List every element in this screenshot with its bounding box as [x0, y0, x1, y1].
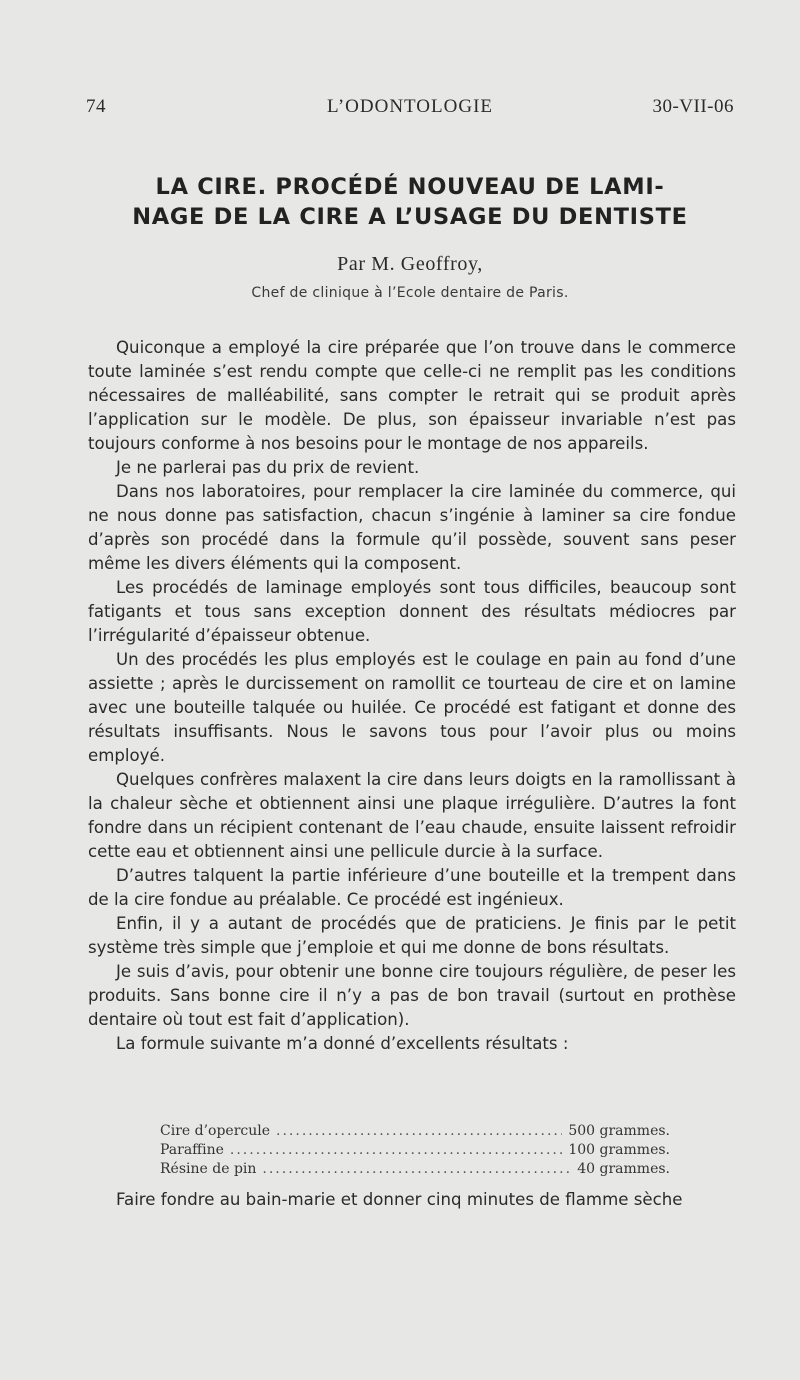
journal-title: L’ODONTOLOGIE [326, 96, 494, 117]
paragraph: La formule suivante m’a donné d’excellents résultats : [116, 1034, 569, 1053]
author-affiliation: Chef de clinique à l’Ecole dentaire de Paris. [251, 285, 569, 301]
ingredient-name: Cire d’opercule [160, 1123, 271, 1139]
leader-dots [276, 1122, 562, 1141]
ingredient-quantity: 500 grammes. [568, 1123, 670, 1139]
formula-row [160, 1122, 670, 1141]
paragraph: Dans nos laboratoires, pour remplacer la cire laminée du commerce, qui ne nous donne pas satisfaction, chacun s’ingénie à laminer sa cire fondue d’après son procédé dans la formule qu’il possède, souvent sans peser même les divers éléments qui la composent. [88, 482, 736, 573]
ingredient-quantity: 40 grammes. [577, 1161, 670, 1177]
paragraph: Enfin, il y a autant de procédés que de praticiens. Je finis par le petit système très simple que j’emploie et qui me donne de bons résultats. [88, 914, 736, 957]
formula-row [160, 1160, 670, 1179]
paragraph-continued: Faire fondre au bain-marie et donner cinq minutes de flamme sèche [116, 1190, 683, 1209]
issue-date: 30-VII-06 [652, 96, 734, 117]
paragraph: Quelques confrères malaxent la cire dans leurs doigts en la ramollissant à la chaleur sèche et obtiennent ainsi une plaque irrégulière. D’autres la font fondre dans un récipient contenant de l’eau chaude, ensuite laissent refroidir cette eau et obtiennent ainsi une pellicule durcie à la surface. [88, 770, 736, 861]
formula-row [160, 1141, 670, 1160]
ingredient-name: Résine de pin [160, 1161, 257, 1177]
article-title [86, 172, 734, 232]
paragraph: Un des procédés les plus employés est le coulage en pain au fond d’une assiette ; après le durcissement on ramollit ce tourteau de cire et on lamine avec une bouteille talquée ou huilée. Ce procédé est fatigant et donne des résultats insuffisants. Nous le savons tous pour l’avoir plus ou moins employé. [88, 650, 736, 765]
title-line-1: LA CIRE. PROCÉDÉ NOUVEAU DE LAMI- [155, 174, 665, 200]
byline: Par M. Geoffroy, [337, 253, 483, 275]
ingredient-name: Paraffine [160, 1142, 224, 1158]
page-number: 74 [86, 96, 106, 117]
article-body [88, 336, 736, 1056]
running-head [86, 96, 734, 126]
leader-dots [262, 1160, 571, 1179]
paragraph: Je suis d’avis, pour obtenir une bonne cire toujours régulière, de peser les produits. Sans bonne cire il n’y a pas de bon travail (surtout en prothèse dentaire où tout est fait d’application). [88, 962, 736, 1029]
paragraph: D’autres talquent la partie inférieure d’une bouteille et la trempent dans de la cire fondue au préalable. Ce procédé est ingénieux. [88, 866, 736, 909]
wax-formula-list [160, 1122, 670, 1179]
paragraph: Les procédés de laminage employés sont tous difficiles, beaucoup sont fatigants et tous sans exception donnent des résultats médiocres par l’irrégularité d’épaisseur obtenue. [88, 578, 736, 645]
paragraph: Je ne parlerai pas du prix de revient. [116, 458, 420, 477]
ingredient-quantity: 100 grammes. [568, 1142, 670, 1158]
paragraph: Quiconque a employé la cire préparée que l’on trouve dans le commerce toute laminée s’est rendu compte que celle-ci ne remplit pas les conditions nécessaires de malléabilité, sans compter le retrait qui se produit après l’application sur le modèle. De plus, son épaisseur invariable n’est pas toujours conforme à nos besoins pour le montage de nos appareils. [88, 338, 736, 453]
leader-dots [230, 1141, 562, 1160]
title-line-2: NAGE DE LA CIRE A L’USAGE DU DENTISTE [132, 204, 688, 230]
